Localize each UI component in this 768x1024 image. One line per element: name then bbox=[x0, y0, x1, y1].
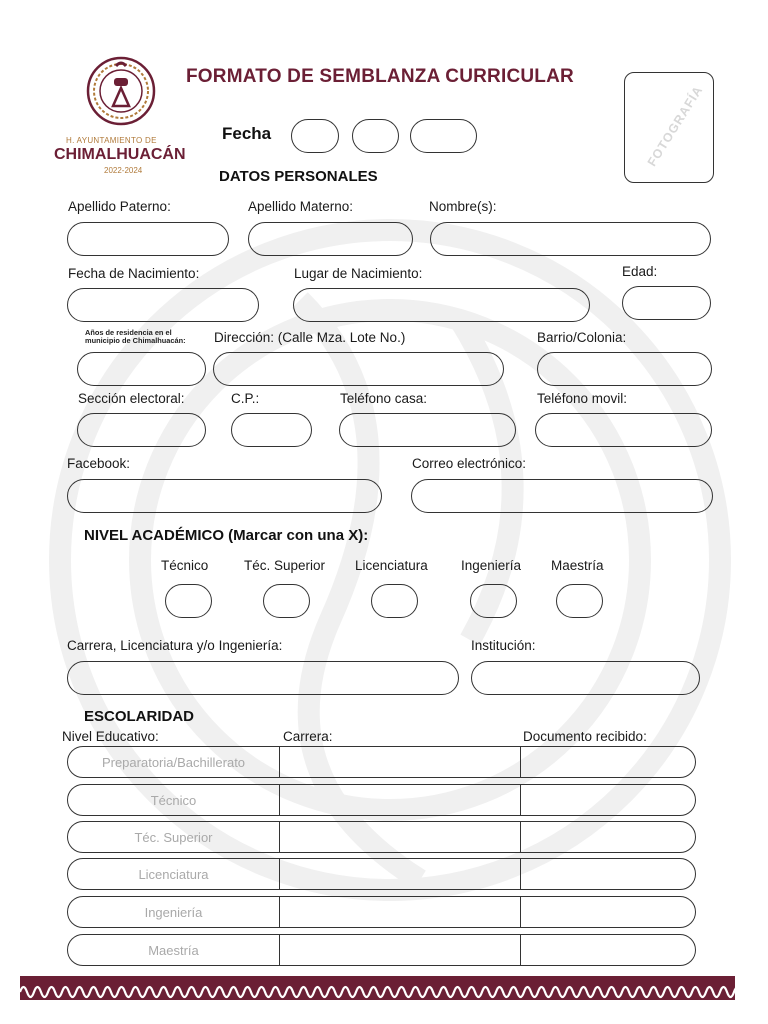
nivel-academico-heading: NIVEL ACADÉMICO (Marcar con una X): bbox=[84, 527, 369, 544]
fecha-label: Fecha bbox=[222, 124, 272, 143]
apellido-paterno-label: Apellido Paterno: bbox=[68, 199, 171, 214]
table-row[interactable] bbox=[67, 934, 696, 966]
table-row[interactable] bbox=[67, 821, 696, 853]
row-nivel-cell: Ingeniería bbox=[68, 897, 280, 927]
facebook-label: Facebook: bbox=[67, 456, 131, 471]
option-tec-superior-label: Téc. Superior bbox=[244, 558, 326, 573]
datos-personales-heading: DATOS PERSONALES bbox=[219, 168, 378, 185]
row-nivel-cell: Técnico bbox=[68, 785, 280, 815]
lugar-nacimiento-field[interactable] bbox=[293, 288, 590, 322]
fecha-month-field[interactable] bbox=[352, 119, 399, 153]
barrio-label: Barrio/Colonia: bbox=[537, 330, 627, 345]
apellido-materno-field[interactable] bbox=[248, 222, 413, 256]
apellido-materno-label: Apellido Materno: bbox=[248, 199, 354, 214]
row-nivel-cell: Maestría bbox=[68, 935, 280, 965]
fecha-year-field[interactable] bbox=[410, 119, 477, 153]
institucion-label: Institución: bbox=[471, 638, 536, 653]
wave-pattern-icon bbox=[20, 976, 735, 1000]
row-carrera-cell[interactable] bbox=[279, 747, 521, 777]
col-documento-label: Documento recibido: bbox=[523, 729, 647, 744]
table-row[interactable] bbox=[67, 746, 696, 778]
seccion-label: Sección electoral: bbox=[78, 391, 185, 406]
nombres-field[interactable] bbox=[430, 222, 711, 256]
option-tec-superior-checkbox[interactable] bbox=[263, 584, 310, 618]
edad-field[interactable] bbox=[622, 286, 711, 320]
row-carrera-cell[interactable] bbox=[279, 822, 521, 852]
row-nivel-cell: Téc. Superior bbox=[68, 822, 280, 852]
logo-line2: CHIMALHUACÁN bbox=[54, 146, 186, 163]
row-carrera-cell[interactable] bbox=[279, 897, 521, 927]
option-ingenieria-checkbox[interactable] bbox=[470, 584, 517, 618]
anos-residencia-field[interactable] bbox=[77, 352, 206, 386]
telefono-movil-label: Teléfono movil: bbox=[537, 391, 628, 406]
facebook-field[interactable] bbox=[67, 479, 382, 513]
row-nivel-cell: Licenciatura bbox=[68, 859, 280, 889]
carrera-label: Carrera, Licenciatura y/o Ingeniería: bbox=[67, 638, 283, 653]
row-carrera-cell[interactable] bbox=[279, 935, 521, 965]
photo-box[interactable] bbox=[624, 72, 714, 183]
direccion-label: Dirección: (Calle Mza. Lote No.) bbox=[214, 330, 406, 345]
carrera-field[interactable] bbox=[67, 661, 459, 695]
telefono-casa-label: Teléfono casa: bbox=[340, 391, 428, 406]
fecha-nacimiento-field[interactable] bbox=[67, 288, 259, 322]
cp-field[interactable] bbox=[231, 413, 312, 447]
chimalhuacan-seal-icon bbox=[86, 56, 156, 126]
fecha-day-field[interactable] bbox=[291, 119, 339, 153]
option-ingenieria-label: Ingeniería bbox=[461, 558, 522, 573]
option-licenciatura-label: Licenciatura bbox=[355, 558, 428, 573]
fecha-nacimiento-label: Fecha de Nacimiento: bbox=[68, 266, 200, 281]
row-nivel-cell: Preparatoria/Bachillerato bbox=[68, 747, 280, 777]
institucion-field[interactable] bbox=[471, 661, 700, 695]
seccion-field[interactable] bbox=[77, 413, 206, 447]
logo-line3: 2022-2024 bbox=[104, 166, 143, 175]
nombres-label: Nombre(s): bbox=[429, 199, 497, 214]
correo-label: Correo electrónico: bbox=[412, 456, 527, 471]
logo-line1: H. AYUNTAMIENTO DE bbox=[66, 136, 157, 145]
row-carrera-cell[interactable] bbox=[279, 859, 521, 889]
footer-decorative-band bbox=[20, 976, 735, 1000]
barrio-field[interactable] bbox=[537, 352, 712, 386]
row-carrera-cell[interactable] bbox=[279, 785, 521, 815]
telefono-casa-field[interactable] bbox=[339, 413, 516, 447]
table-row[interactable] bbox=[67, 784, 696, 816]
correo-field[interactable] bbox=[411, 479, 713, 513]
option-maestria-label: Maestría bbox=[551, 558, 604, 573]
option-licenciatura-checkbox[interactable] bbox=[371, 584, 418, 618]
option-tecnico-label: Técnico bbox=[161, 558, 209, 573]
anos-residencia-label-2: municipio de Chimalhuacán: bbox=[85, 336, 186, 345]
option-maestria-checkbox[interactable] bbox=[556, 584, 603, 618]
edad-label: Edad: bbox=[622, 264, 658, 279]
lugar-nacimiento-label: Lugar de Nacimiento: bbox=[294, 266, 423, 281]
page-title: FORMATO DE SEMBLANZA CURRICULAR bbox=[186, 66, 574, 87]
cp-label: C.P.: bbox=[231, 391, 260, 406]
table-row[interactable] bbox=[67, 896, 696, 928]
escolaridad-heading: ESCOLARIDAD bbox=[84, 708, 195, 725]
direccion-field[interactable] bbox=[213, 352, 504, 386]
col-nivel-label: Nivel Educativo: bbox=[62, 729, 159, 744]
photo-label: FOTOGRAFÍA bbox=[644, 83, 706, 169]
telefono-movil-field[interactable] bbox=[535, 413, 712, 447]
anos-residencia-label-1: Años de residencia en el bbox=[85, 328, 172, 337]
table-row[interactable] bbox=[67, 858, 696, 890]
apellido-paterno-field[interactable] bbox=[67, 222, 229, 256]
option-tecnico-checkbox[interactable] bbox=[165, 584, 212, 618]
col-carrera-label: Carrera: bbox=[283, 729, 333, 744]
